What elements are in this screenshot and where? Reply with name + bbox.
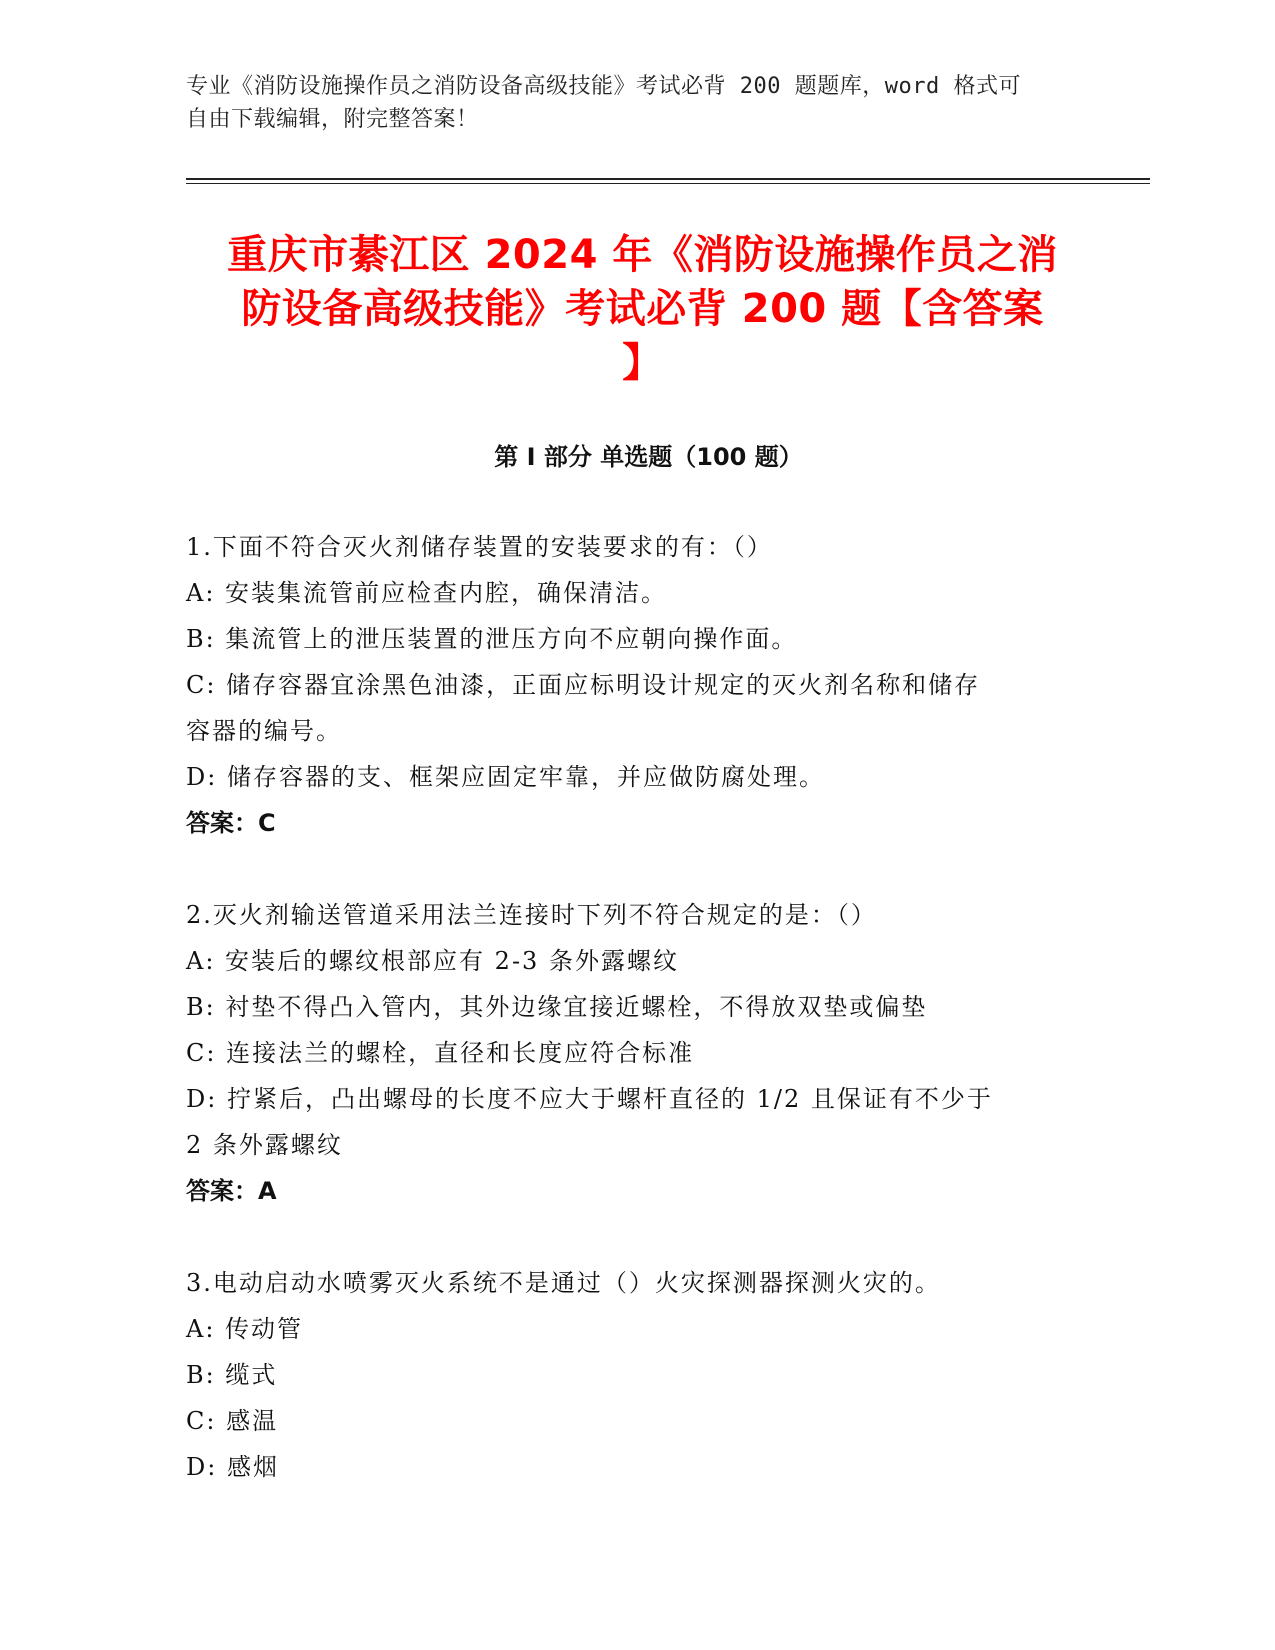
header-note-line: 专业《消防设施操作员之消防设备高级技能》考试必背 200 题题库，word 格式可 xyxy=(186,74,1021,99)
question-option: A: 传动管 xyxy=(186,1315,304,1343)
question-list xyxy=(186,524,1086,1536)
page-title-line: 】 xyxy=(622,340,663,386)
page-title-line: 重庆市綦江区 2024 年《消防设施操作员之消 xyxy=(227,232,1058,278)
question-stem: 1.下面不符合灭火剂储存装置的安装要求的有：（） xyxy=(186,533,773,561)
question-option: B: 衬垫不得凸入管内，其外边缘宜接近螺栓，不得放双垫或偏垫 xyxy=(186,993,928,1021)
question-option: C: 连接法兰的螺栓，直径和长度应符合标准 xyxy=(186,1039,695,1067)
question-item xyxy=(186,892,1086,1214)
question-option: D: 拧紧后，凸出螺母的长度不应大于螺杆直径的 1/2 且保证有不少于 xyxy=(186,1085,993,1113)
header-note-line: 自由下载编辑，附完整答案！ xyxy=(186,107,479,132)
page-title-line: 防设备高级技能》考试必背 200 题【含答案 xyxy=(241,286,1044,332)
question-stem: 3.电动启动水喷雾灭火系统不是通过（）火灾探测器探测火灾的。 xyxy=(186,1269,941,1297)
question-answer: 答案：A xyxy=(186,1177,277,1205)
page-title xyxy=(180,228,1105,390)
question-option: B: 缆式 xyxy=(186,1361,278,1389)
question-option: B: 集流管上的泄压装置的泄压方向不应朝向操作面。 xyxy=(186,625,798,653)
header-divider xyxy=(186,183,1150,184)
question-stem: 2.灭火剂输送管道采用法兰连接时下列不符合规定的是：（） xyxy=(186,901,877,929)
question-item xyxy=(186,524,1086,846)
header-divider xyxy=(186,178,1150,180)
question-option: 容器的编号。 xyxy=(186,717,342,745)
question-option: A: 安装后的螺纹根部应有 2-3 条外露螺纹 xyxy=(186,947,679,975)
question-option: C: 储存容器宜涂黑色油漆，正面应标明设计规定的灭火剂名称和储存 xyxy=(186,671,981,699)
question-option: A: 安装集流管前应检查内腔，确保清洁。 xyxy=(186,579,668,607)
question-option: D: 储存容器的支、框架应固定牢靠，并应做防腐处理。 xyxy=(186,763,825,791)
question-answer: 答案：C xyxy=(186,809,276,837)
header-note xyxy=(186,70,1066,136)
question-option: 2 条外露螺纹 xyxy=(186,1131,343,1159)
question-item xyxy=(186,1260,1086,1490)
question-option: C: 感温 xyxy=(186,1407,279,1435)
section-title: 第 I 部分 单选题（100 题） xyxy=(494,443,803,471)
question-option: D: 感烟 xyxy=(186,1453,279,1481)
